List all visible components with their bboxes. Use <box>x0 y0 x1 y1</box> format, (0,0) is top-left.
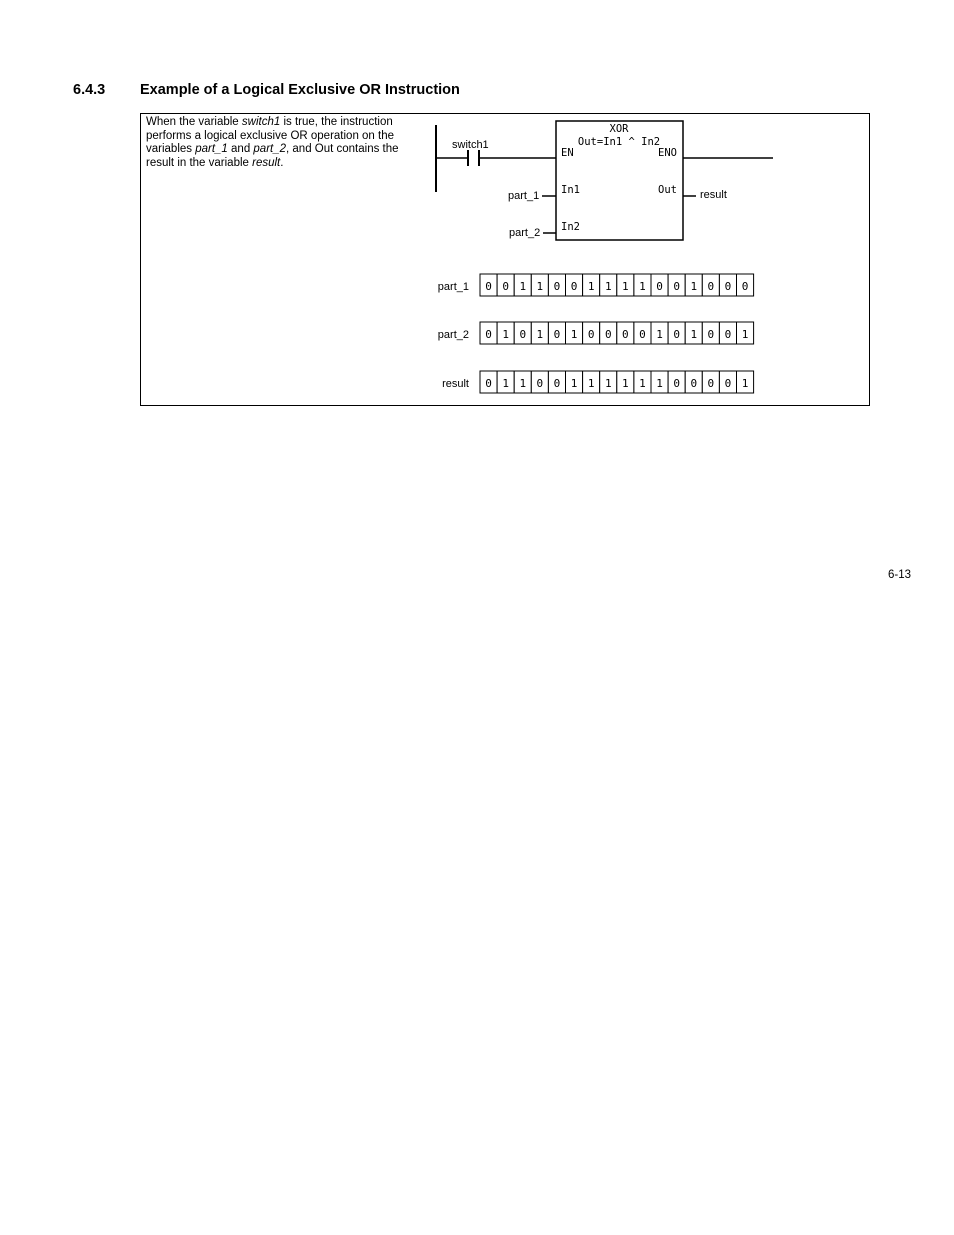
bit-value: 0 <box>604 328 612 341</box>
bit-row-label: part_1 <box>437 281 469 293</box>
bit-value: 0 <box>622 328 629 341</box>
in2-variable: part_2 <box>509 227 541 239</box>
bit-value: 1 <box>536 280 544 293</box>
bit-value: 1 <box>570 377 578 390</box>
bit-value: 1 <box>622 280 629 293</box>
bit-value: 0 <box>485 328 492 341</box>
bit-value: 0 <box>690 377 698 390</box>
page-number: 6-13 <box>888 569 912 581</box>
desc-var-switch1: switch1 <box>241 116 281 128</box>
bit-value: 1 <box>570 328 578 341</box>
bit-value: 1 <box>519 377 527 390</box>
bit-value: 0 <box>553 328 561 341</box>
desc-text: and <box>227 143 254 156</box>
bit-value: 0 <box>673 280 680 293</box>
block-formula: Out=In1 ^ In2 <box>577 136 661 148</box>
pin-eno: ENO <box>658 147 677 159</box>
bit-value: 1 <box>656 328 663 341</box>
bit-value: 0 <box>553 280 561 293</box>
bit-value: 1 <box>622 377 629 390</box>
bit-value: 1 <box>639 280 646 293</box>
bit-value: 0 <box>553 377 561 390</box>
bit-row <box>438 274 754 296</box>
bit-value: 0 <box>673 377 680 390</box>
bit-value: 1 <box>604 377 612 390</box>
pin-out: Out <box>658 184 677 196</box>
bit-value: 0 <box>587 328 595 341</box>
bit-value: 1 <box>604 280 612 293</box>
desc-var-result: result <box>252 156 281 169</box>
bit-value: 0 <box>707 280 715 293</box>
section-number: 6.4.3 <box>73 82 106 98</box>
bit-value: 0 <box>673 328 680 341</box>
desc-var-part2: part_2 <box>253 143 287 156</box>
bit-value: 0 <box>519 328 527 341</box>
bit-value: 0 <box>536 377 544 390</box>
bit-value: 0 <box>485 280 492 293</box>
bit-value: 1 <box>690 280 698 293</box>
bit-value: 0 <box>570 280 578 293</box>
bit-value: 0 <box>502 280 509 293</box>
bit-value: 1 <box>502 328 509 341</box>
pin-in2: In2 <box>561 221 580 233</box>
bit-value: 1 <box>741 328 749 341</box>
bit-row <box>442 371 754 393</box>
bit-value: 0 <box>724 328 732 341</box>
bit-value: 0 <box>741 280 749 293</box>
bit-value: 0 <box>724 377 732 390</box>
bit-value: 1 <box>741 377 749 390</box>
bit-value: 1 <box>587 377 595 390</box>
bit-value: 1 <box>536 328 544 341</box>
desc-text: When the variable <box>146 116 242 128</box>
bit-row-label: result <box>442 378 469 390</box>
bit-row-label: part_2 <box>437 329 469 341</box>
bit-value: 1 <box>587 280 595 293</box>
desc-text: , and Out contains the result in the variable <box>146 143 399 169</box>
out-variable: result <box>700 189 727 201</box>
bit-value: 1 <box>502 377 509 390</box>
bit-value: 0 <box>656 280 663 293</box>
bit-value: 1 <box>656 377 663 390</box>
bit-value: 0 <box>707 328 715 341</box>
ladder-diagram <box>0 0 954 420</box>
pin-in1: In1 <box>561 184 580 196</box>
desc-var-part1: part_1 <box>195 143 228 156</box>
bit-value: 1 <box>690 328 698 341</box>
bit-value: 1 <box>519 280 527 293</box>
desc-text: is true, the instruction performs a logical exclusive OR operation on the variables <box>146 116 395 156</box>
desc-text: . <box>280 156 284 169</box>
bit-rows <box>438 274 754 393</box>
in1-variable: part_1 <box>508 190 540 202</box>
bit-value: 0 <box>724 280 732 293</box>
block-name: XOR <box>609 123 629 135</box>
bit-row <box>438 322 754 344</box>
pin-en: EN <box>561 147 574 159</box>
section-title: Example of a Logical Exclusive OR Instruction <box>140 82 460 98</box>
bit-value: 0 <box>639 328 646 341</box>
bit-value: 0 <box>485 377 492 390</box>
contact-label: switch1 <box>452 139 489 151</box>
bit-value: 0 <box>707 377 715 390</box>
bit-value: 1 <box>639 377 646 390</box>
